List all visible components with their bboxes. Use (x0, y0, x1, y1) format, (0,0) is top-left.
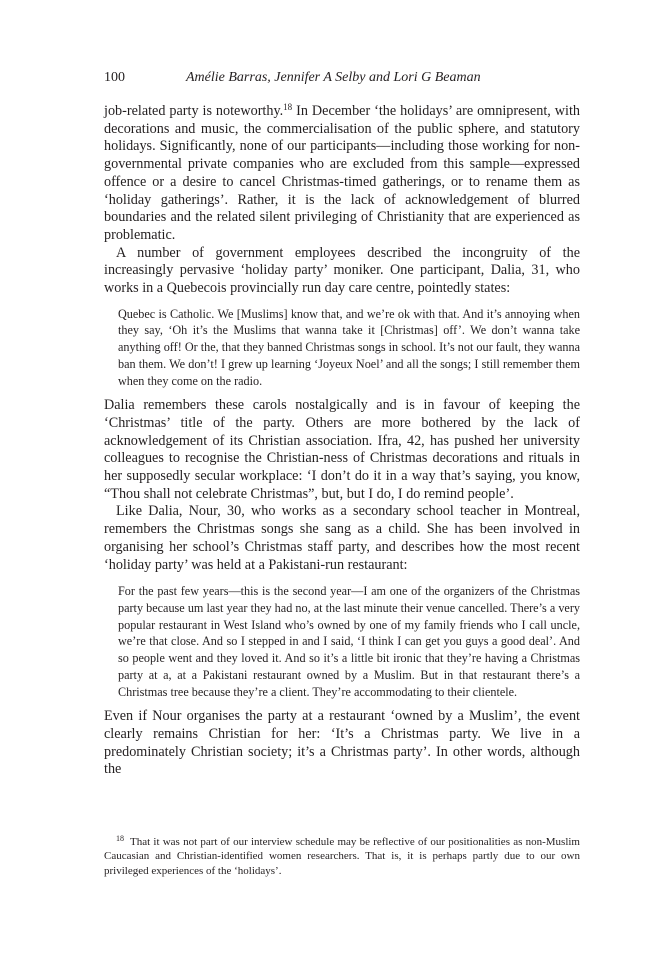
footnote-number: 18 (116, 834, 124, 843)
paragraph-1 (104, 103, 580, 245)
block-quote-dalia: Quebec is Catholic. We [Muslims] know that, and we’re ok with that. And it’s annoying when they say, ‘Oh it’s the Muslims that wanna take it [Christmas] off’. We don’t wanna take anything off! Or the, that they banned Christmas songs in school. It’s not our fault, they wanna ban them. We don’t! I grew up learning ‘Joyeux Noel’ and all the songs; I still remember them when they come on the radio. (118, 306, 580, 388)
paragraph-5: Even if Nour organises the party at a restaurant ‘owned by a Muslim’, the event clearly remains Christian for her: ‘It’s a Christmas party. We live in a predominately Christian society; it’s a Christmas party’. In other words, although the (104, 708, 580, 778)
paragraph-4: Like Dalia, Nour, 30, who works as a secondary school teacher in Montreal, remembers the Christmas songs she sang as a child. She has been involved in organising her school’s Christmas staff party, and describes how the most recent ‘holiday party’ was held at a Pakistani-run restaurant: (104, 503, 580, 573)
block-quote-nour: For the past few years—this is the second year—I am one of the organizers of the Christmas party because um last year they had no, at the last minute their venue cancelled. There’s a very popular restaurant in West Island who’s owned by one of my family friends who I call uncle, we’re that close. And so I stepped in and I said, ‘I think I can get you guys a good deal’. And so people went and they loved it. And so it’s a little bit ironic that they’re having a Christmas party at a, at a Pakistani restaurant owned by a Muslim. But in that restaurant there’s a Christmas tree because they’re a client. They’re accommodating to their clientele. (118, 584, 580, 699)
page-header (104, 70, 580, 90)
running-head-authors: Amélie Barras, Jennifer A Selby and Lori G Beaman (186, 70, 481, 85)
main-text (104, 103, 580, 779)
paragraph-1-rest: In December ‘the holidays’ are omnipresent, with decorations and music, the commercialisation of the public sphere, and statutory holidays. Significantly, none of our participants—including those working for non-governmental private companies who are excluded from this sample—expressed offence or a desire to cancel Christmas-timed gatherings, or to rename them as ‘holiday gatherings’. Rather, it is the lack of acknowledgement of blurred boundaries and the related silent privileging of Christianity that are experienced as problematic. (104, 103, 580, 243)
footnote-18 (104, 835, 580, 878)
footnote-text: That it was not part of our interview schedule may be reflective of our positionalities as non-Muslim Caucasian and Christian-identified women researchers. That is, it is perhaps partly due to our own privileged experiences of the ‘holidays’. (104, 836, 580, 877)
footnote-reference: 18 (283, 102, 293, 112)
paragraph-2: A number of government employees described the incongruity of the increasingly pervasive ‘holiday party’ moniker. One participant, Dalia, 31, who works in a Quebecois provincially run day care centre, pointedly states: (104, 244, 580, 297)
paragraph-1-start: job-related party is noteworthy. (104, 103, 284, 119)
page-number: 100 (104, 70, 125, 85)
paragraph-3: Dalia remembers these carols nostalgically and is in favour of keeping the ‘Christmas’ title of the party. Others are more bothered by the lack of acknowledgement of its Christian association. Ifra, 42, has pushed her university colleagues to recognise the Christian-ness of Christmas decorations and rituals in her supposedly secular workplace: ‘I don’t do it in a way that’s saying, you know, “Thou shall not celebrate Christmas”, but, but I do, I do remind people’. (104, 397, 580, 502)
